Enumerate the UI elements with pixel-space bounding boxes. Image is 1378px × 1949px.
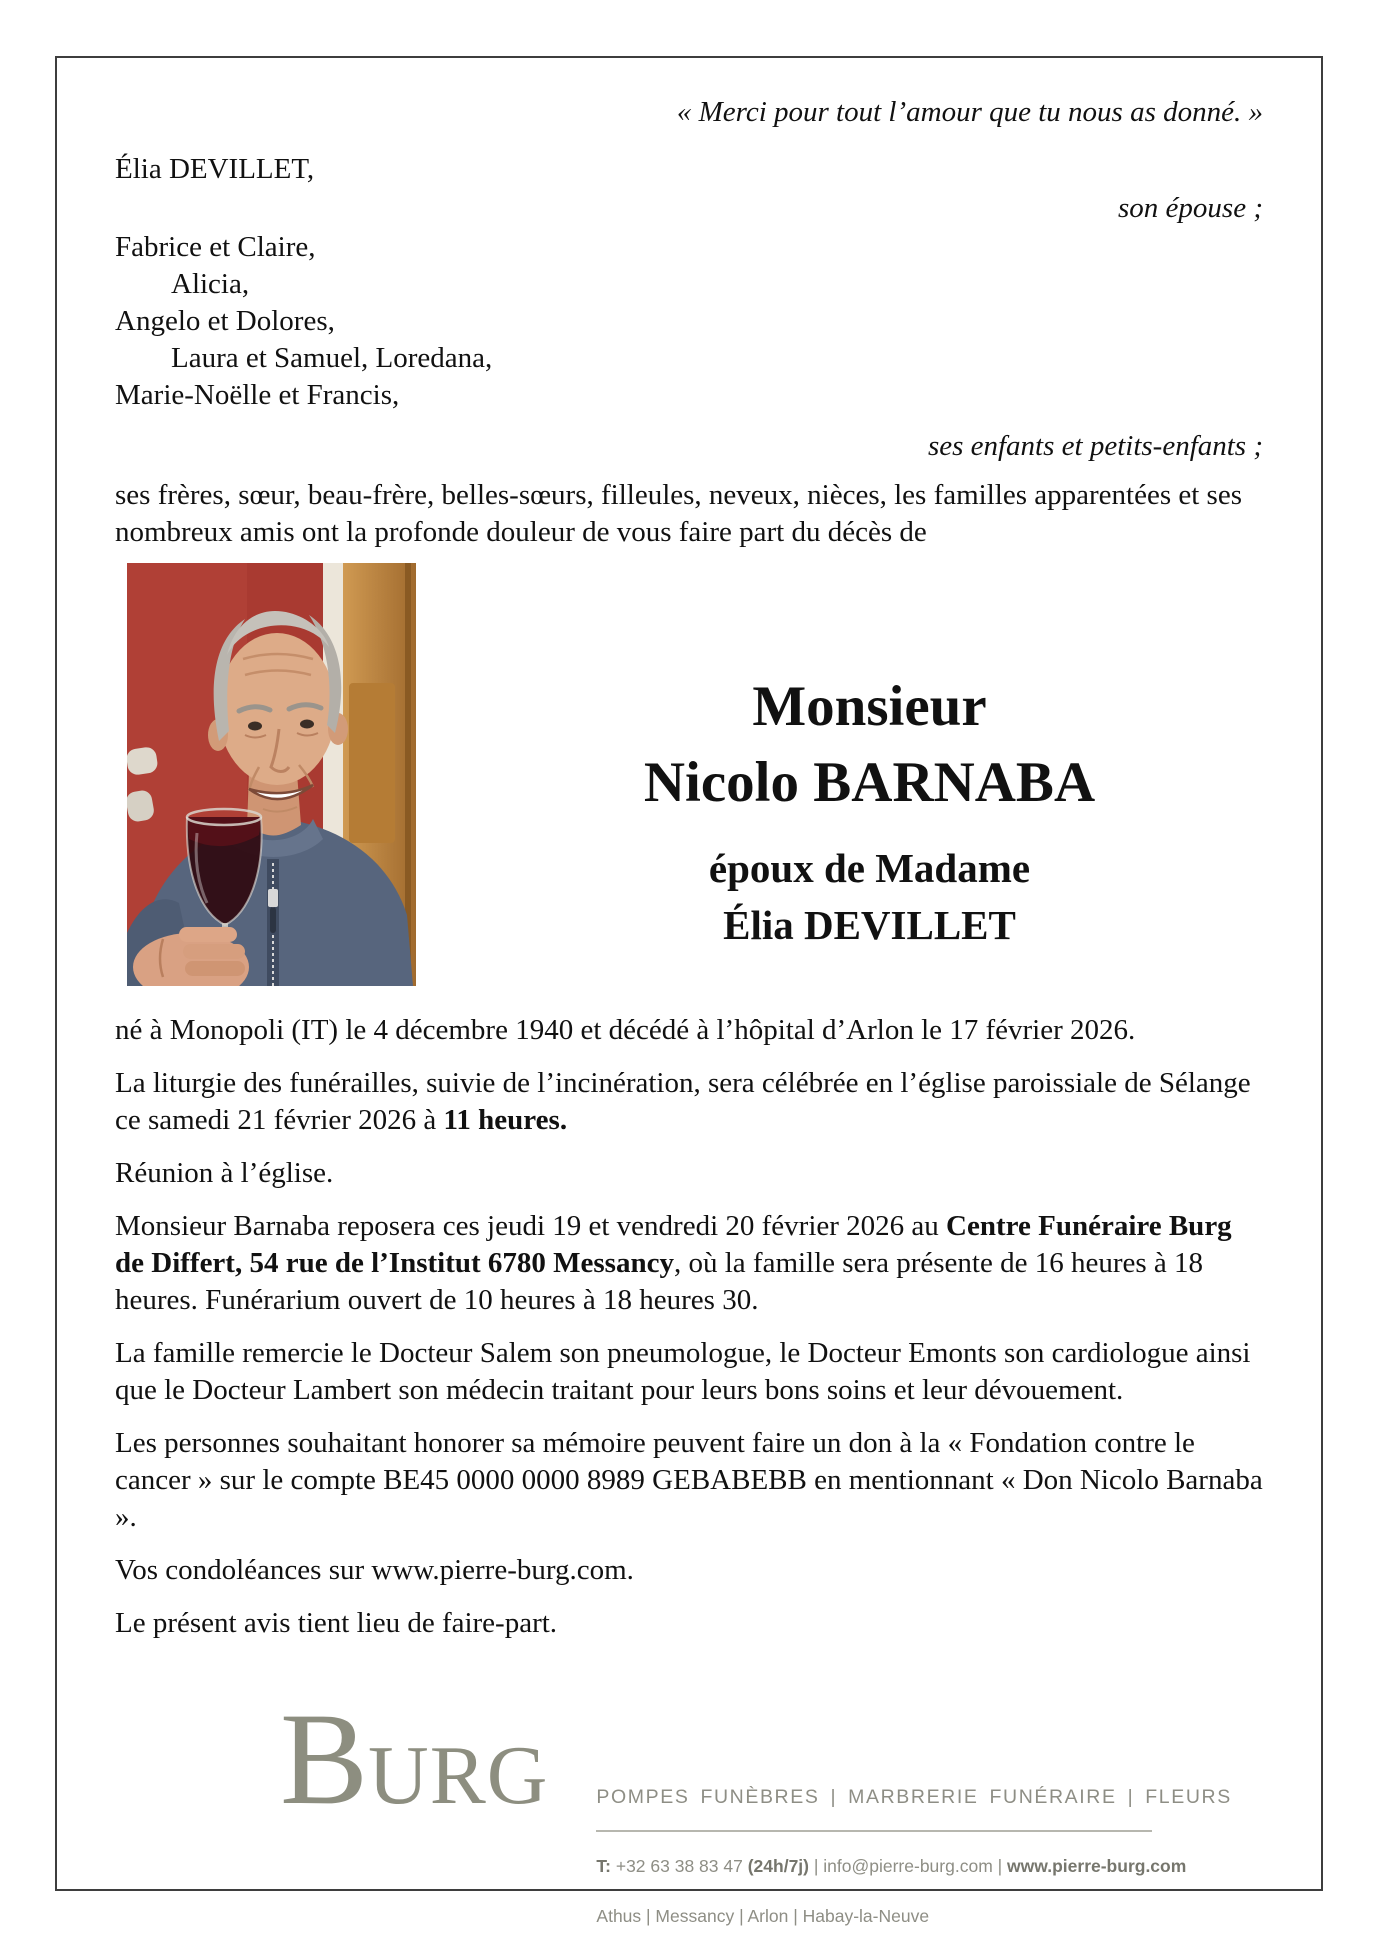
spouse-role: son épouse ;	[1118, 192, 1263, 224]
burg-logo-initial: B	[280, 1685, 369, 1832]
page-border-frame	[55, 56, 1323, 1926]
footer-contact-line: T: +32 63 38 83 47 (24h/7j) | info@pierre-burg.com | www.pierre-burg.com	[596, 1856, 1187, 1876]
deceased-name: Nicolo BARNABA	[643, 751, 1096, 814]
announcement-paragraph: La liturgie des funérailles, suivie de l’incinération, sera célébrée en l’église paroissiale de Sélange ce samedi 21 février 2026 à 11 heures.	[115, 1067, 1251, 1136]
announcement-paragraphs	[115, 1012, 1263, 1642]
deceased-relation: époux de Madame	[708, 845, 1031, 891]
page-content	[115, 58, 1263, 1935]
family-name-line: Marie-Noëlle et Francis,	[115, 379, 400, 411]
footer-divider	[596, 1830, 1152, 1832]
deceased-spouse-name: Élia DEVILLET	[723, 902, 1016, 948]
announcement-paragraph: Le présent avis tient lieu de faire-part.	[115, 1607, 558, 1639]
announcement-paragraph: Vos condoléances sur www.pierre-burg.com.	[115, 1554, 634, 1586]
family-name-line: Alicia,	[171, 268, 250, 300]
children-role: ses enfants et petits-enfants ;	[927, 430, 1263, 462]
announcement-paragraph: Les personnes souhaitant honorer sa mémoire peuvent faire un don à la « Fondation contre le cancer » sur le compte BE45 0000 0000 8989 GEBABEBB en mentionnant « Don Nicolo Barnaba ».	[115, 1427, 1263, 1533]
opening-quote: « Merci pour tout l’amour que tu nous as donné. »	[676, 96, 1263, 128]
children-names-list	[115, 229, 1263, 414]
spouse-name: Élia DEVILLET,	[115, 153, 315, 185]
announcement-paragraph: Réunion à l’église.	[115, 1157, 334, 1189]
deceased-titles	[416, 563, 1263, 986]
deceased-title: Monsieur	[752, 675, 987, 738]
funeral-home-footer	[280, 1685, 1263, 1935]
announcement-paragraph: né à Monopoli (IT) le 4 décembre 1940 et décédé à l’hôpital d’Arlon le 17 février 2026.	[115, 1014, 1136, 1046]
footer-services-line: POMPES FUNÈBRES | MARBRERIE FUNÉRAIRE | FLEURS	[596, 1786, 1232, 1808]
photo-and-titles-row	[115, 563, 1263, 986]
family-name-line: Fabrice et Claire,	[115, 231, 316, 263]
footer-locations-line: Athus | Messancy | Arlon | Habay-la-Neuve	[596, 1906, 930, 1926]
footer-text-block	[596, 1779, 1232, 1935]
family-name-line: Angelo et Dolores,	[115, 305, 335, 337]
burg-logo	[280, 1685, 549, 1832]
announcement-paragraph: La famille remercie le Docteur Salem son pneumologue, le Docteur Emonts son cardiologue ainsi que le Docteur Lambert son médecin traitant pour leurs bons soins et leur dévouement.	[115, 1337, 1251, 1406]
announcement-paragraph: Monsieur Barnaba reposera ces jeudi 19 et vendredi 20 février 2026 au Centre Funéraire Burg de Differt, 54 rue de l’Institut 6780 Messancy, où la famille sera présente de 16 heures à 18 heures. Funérarium ouvert de 10 heures à 18 heures 30.	[115, 1210, 1232, 1316]
burg-logo-rest: URG	[368, 1729, 549, 1822]
deceased-photo-illustration	[127, 563, 416, 986]
relatives-paragraph: ses frères, sœur, beau-frère, belles-sœurs, filleules, neveux, nièces, les familles apparentées et ses nombreux amis ont la profonde douleur de vous faire part du décès de	[115, 479, 1242, 548]
family-name-line: Laura et Samuel, Loredana,	[171, 342, 493, 374]
deceased-photo	[127, 563, 416, 986]
